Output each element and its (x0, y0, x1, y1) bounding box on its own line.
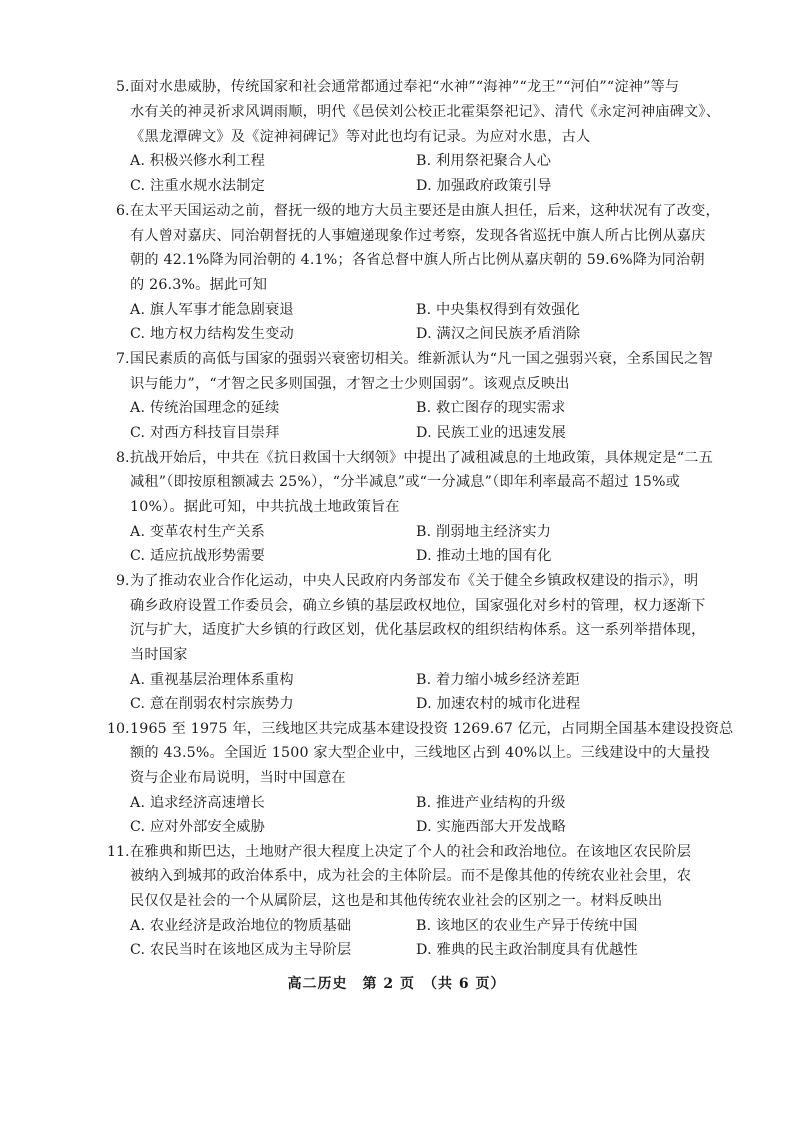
option-a: A. 旗人军事才能急剧衰退 (130, 302, 294, 318)
option-c: C. 注重水规水法制定 (130, 178, 266, 194)
option-d: D. 雅典的民主政治制度具有优越性 (416, 942, 638, 958)
option-b: B. 该地区的农业生产异于传统中国 (416, 918, 638, 934)
question-stem-line: 抗战开始后，中共在《抗日救国十大纲领》中提出了减租减息的土地政策，具体规定是“二五 (130, 450, 713, 466)
option-b: B. 中央集权得到有效强化 (416, 302, 580, 318)
question-stem-line: 资与企业布局说明，当时中国意在 (130, 770, 346, 786)
option-c: C. 农民当时在该地区成为主导阶层 (130, 942, 352, 958)
question-number: 10. (107, 721, 130, 737)
page-footer: 高二历史 第 2 页 （共 6 页） (287, 976, 506, 992)
question-number: 5. (116, 79, 130, 95)
question-number: 7. (116, 351, 130, 367)
question-number: 11. (107, 844, 130, 860)
option-c: C. 适应抗战形势需要 (130, 548, 266, 564)
question-stem-line: 10%）。据此可知，中共抗战土地政策旨在 (130, 499, 400, 515)
option-c: C. 地方权力结构发生变动 (130, 326, 294, 342)
option-d: D. 民族工业的迅速发展 (416, 425, 566, 441)
option-d: D. 推动土地的国有化 (416, 548, 552, 564)
option-b: B. 推进产业结构的升级 (416, 795, 566, 811)
option-b: B. 削弱地主经济实力 (416, 524, 552, 540)
question-stem-line: 国民素质的高低与国家的强弱兴衰密切相关。维新派认为“凡一国之强弱兴衰，全系国民之智 (130, 351, 713, 367)
option-a: A. 农业经济是政治地位的物质基础 (130, 918, 352, 934)
question-stem-line: 有人曾对嘉庆、同治朝督抚的人事嬗递现象作过考察，发现各省巡抚中旗人所占比例从嘉庆 (130, 228, 706, 244)
option-a: A. 追求经济高速增长 (130, 795, 265, 811)
option-a: A. 重视基层治理体系重构 (130, 672, 294, 688)
question-number: 8. (116, 450, 130, 466)
question-stem-line: 识与能力”，“才智之民多则国强，才智之士少则国弱”。该观点反映出 (130, 376, 570, 392)
option-b: B. 着力缩小城乡经济差距 (416, 672, 580, 688)
question-stem-line: 在太平天国运动之前，督抚一级的地方大员主要还是由旗人担任，后来，这种状况有了改变， (130, 203, 720, 219)
question-stem-line: 当时国家 (130, 647, 188, 663)
question-stem-line: 的 26.3%。据此可知 (130, 277, 268, 293)
question-stem-line: 在雅典和斯巴达，土地财产很大程度上决定了个人的社会和政治地位。在该地区农民阶层 (130, 844, 692, 860)
option-a: A. 积极兴修水利工程 (130, 153, 265, 169)
option-c: C. 对西方科技盲目崇拜 (130, 425, 280, 441)
option-d: D. 加速农村的城市化进程 (416, 696, 581, 712)
question-stem-line: 为了推动农业合作化运动，中央人民政府内务部发布《关于健全乡镇政权建设的指示》，明 (130, 573, 699, 589)
option-a: A. 传统治国理念的延续 (130, 400, 280, 416)
question-stem-line: 被纳入到城邦的政治体系中，成为社会的主体阶层。而不是像其他的传统农业社会里，农 (130, 868, 692, 884)
option-d: D. 加强政府政策引导 (416, 178, 552, 194)
question-stem-line: 水有关的神灵祈求风调雨顺，明代《邑侯刘公校正北霍渠祭祀记》、清代《永定河神庙碑文》、 (130, 104, 721, 120)
question-stem-line: 减租”（即按原租额减去 25%），“分半减息”或“一分减息”（即年利率最高不超过 15%或 (130, 474, 681, 490)
question-stem-line: 确乡政府设置工作委员会，确立乡镇的基层政权地位，国家强化对乡村的管理，权力逐渐下 (130, 598, 706, 614)
question-stem-line: 沉与扩大，适度扩大乡镇的行政区划，优化基层政权的组织结构体系。这一系列举措体现， (130, 622, 706, 638)
option-c: C. 应对外部安全威胁 (130, 819, 266, 835)
option-c: C. 意在削弱农村宗族势力 (130, 696, 294, 712)
question-number: 9. (116, 573, 130, 589)
question-stem-line: 额的 43.5%。全国近 1500 家大型企业中，三线地区占到 40%以上。三线建设中的大量投 (130, 745, 710, 761)
option-d: D. 满汉之间民族矛盾消除 (416, 326, 581, 342)
question-stem-line: 民仅仅是社会的一个从属阶层，这也是和其他传统农业社会的区别之一。材料反映出 (130, 893, 663, 909)
question-number: 6. (116, 203, 130, 219)
option-d: D. 实施西部大开发战略 (416, 819, 566, 835)
option-b: B. 利用祭祀聚合人心 (416, 153, 552, 169)
option-b: B. 救亡图存的现实需求 (416, 400, 566, 416)
option-a: A. 变革农村生产关系 (130, 524, 265, 540)
question-stem-line: 1965 至 1975 年，三线地区共完成基本建设投资 1269.67 亿元，占同期全国基本建设投资总 (130, 721, 734, 737)
question-stem-line: 朝的 42.1%降为同治朝的 4.1%；各省总督中旗人所占比例从嘉庆朝的 59.6%降为同治朝 (130, 252, 705, 268)
question-stem-line: 《黑龙潭碑文》及《淀神祠碑记》等对此也均有记录。为应对水患，古人 (130, 129, 591, 145)
question-stem-line: 面对水患威胁，传统国家和社会通常都通过奉祀“水神”“海神”“龙王”“河伯”“淀神”等与 (130, 79, 680, 95)
